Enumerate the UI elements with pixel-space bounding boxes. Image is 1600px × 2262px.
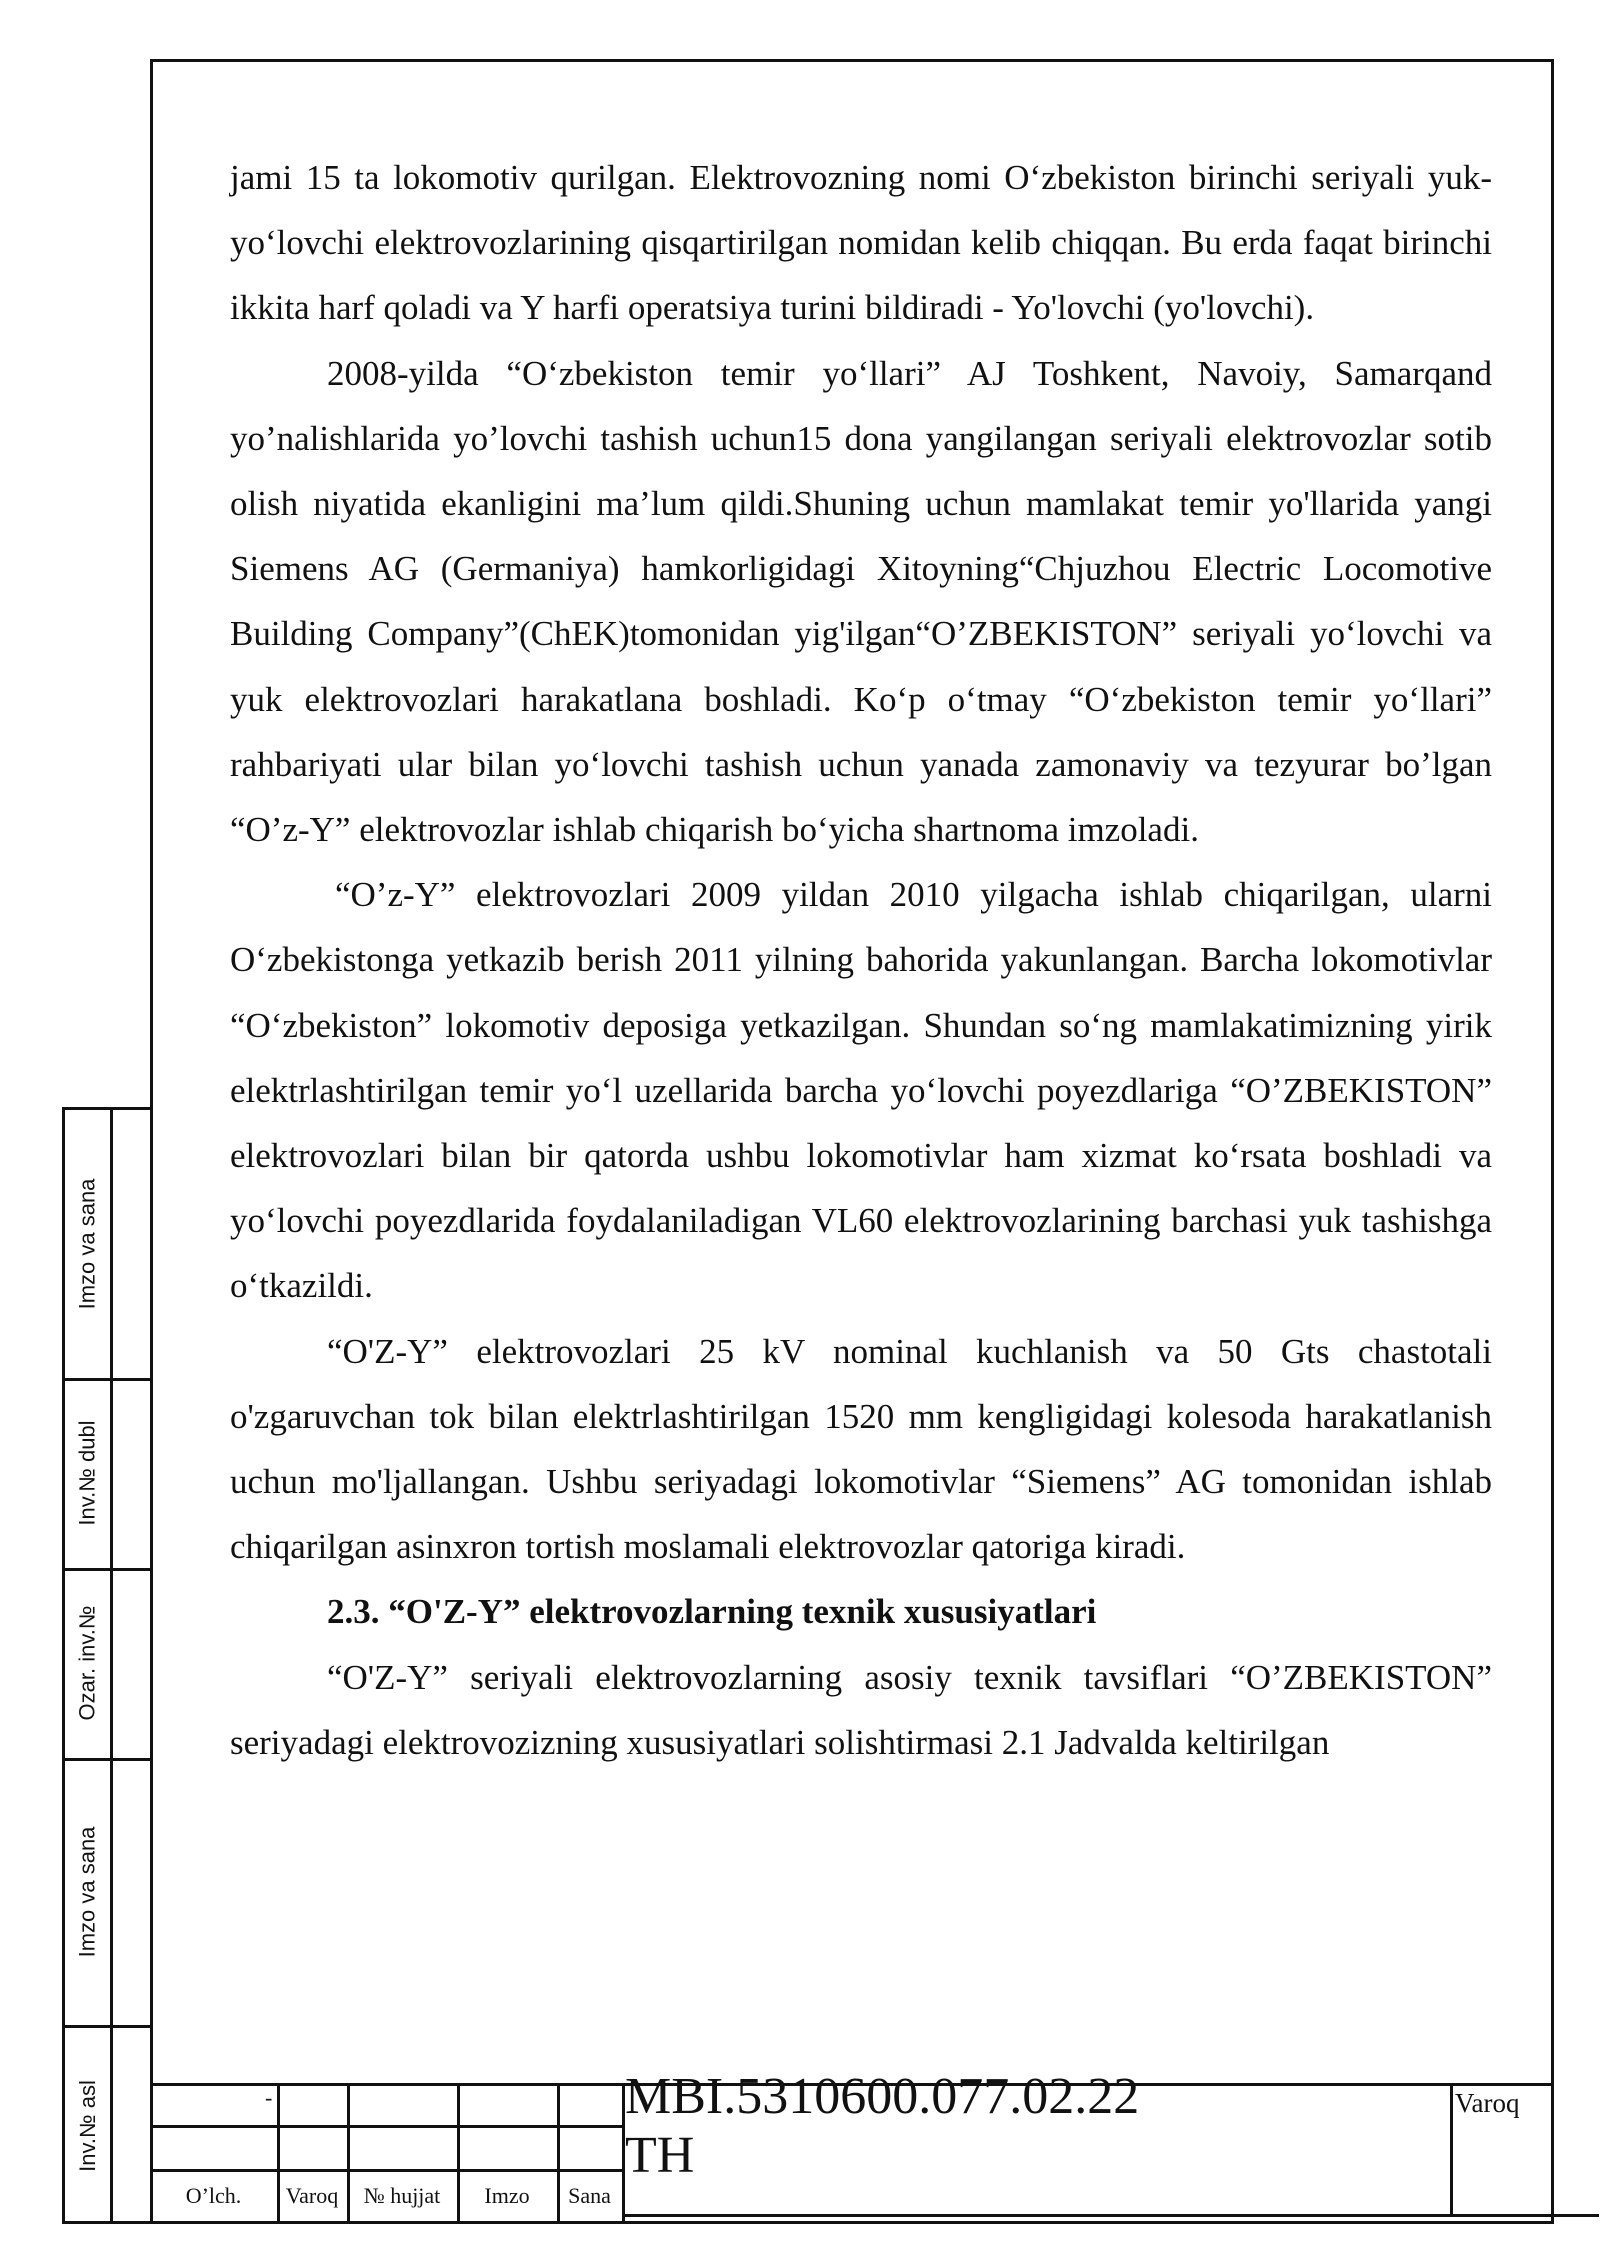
side-label-inv-dubl: Inv.№ dubl <box>74 1420 100 1526</box>
col-hujjat: № hujjat <box>363 2183 441 2208</box>
side-label-ozar-inv: Ozar. inv.№ <box>74 1605 100 1721</box>
col-varoq: Varoq <box>285 2183 339 2208</box>
title-block-line <box>1450 2083 1453 2214</box>
col-imzo: Imzo <box>484 2183 530 2208</box>
sheet-label: Varoq <box>1455 2088 1520 2118</box>
side-divider <box>110 1110 113 2221</box>
col-sana: Sana <box>568 2183 611 2208</box>
document-code: MBI.5310600.077.02.22 TH <box>625 2068 1140 2184</box>
paragraph-2: 2008-yilda “Oʻzbekiston temir yoʻllari” AJ Toshkent, Navoiy, Samarqand yo’nalishlarida yo’lovchi tashish uchun15 dona yangilangan seriyali elektrovozlar sotib olish niyatida ekanligini ma’lum qildi.Shuning uchun mamlakat temir yo'llarida yangi Siemens AG (Germaniya) hamkorligidagi Xitoyning“Chjuzhou Electric Locomotive Building Company”(ChEK)tomonidan yig'ilgan“O’ZBEKISTON” seriyali yoʻlovchi va yuk elektrovozlari harakatlana boshladi. Koʻp oʻtmay “Oʻzbekiston temir yoʻllari” rahbariyati ular bilan yoʻlovchi tashish uchun yanada zamonaviy va tezyurar bo’lgan “O’z-Y” elektrovozlar ishlab chiqarish boʻyicha shartnoma imzoladi. <box>230 353 1492 850</box>
body-text <box>230 145 1492 1775</box>
title-block-line <box>150 2125 625 2128</box>
section-heading: 2.3. “O'Z-Y” elektrovozlarning texnik xususiyatlari <box>327 1592 1097 1632</box>
side-label-signature-date-1: Imzo va sana <box>74 1178 100 1310</box>
side-label-signature-date-2: Imzo va sana <box>74 1826 100 1957</box>
col-olch: O’lch. <box>185 2183 242 2208</box>
title-block <box>150 2068 1554 2224</box>
side-stamp-strip <box>62 1107 152 2224</box>
title-block-dash: - <box>265 2085 273 2110</box>
side-label-inv-asl: Inv.№ asl <box>74 2080 100 2172</box>
paragraph-5: “O'Z-Y” seriyali elektrovozlarning asosiy texnik tavsiflari “O’ZBEKISTON” seriyadagi elektrovozizning xususiyatlari solishtirmasi 2.1 Jadvalda keltirilgan <box>230 1657 1492 1762</box>
paragraph-4: “O'Z-Y” elektrovozlari 25 kV nominal kuchlanish va 50 Gts chastotali o'zgaruvchan tok bilan elektrlashtirilgan 1520 mm kengligidagi kolesoda harakatlanish uchun mo'ljallangan. Ushbu seriyadagi lokomotivlar “Siemens” AG tomonidan ishlab chiqarilgan asinxron tortish moslamali elektrovozlar qatoriga kiradi. <box>230 1331 1492 1567</box>
title-block-line <box>150 2169 625 2172</box>
title-block-line <box>625 2214 1599 2217</box>
paragraph-3: “O’z-Y” elektrovozlari 2009 yildan 2010 yilgacha ishlab chiqarilgan, ularni Oʻzbekistonga yetkazib berish 2011 yilning bahorida yakunlangan. Barcha lokomotivlar “Oʻzbekiston” lokomotiv deposiga yetkazilgan. Shundan soʻng mamlakatimizning yirik elektrlashtirilgan temir yoʻl uzellarida barcha yoʻlovchi poyezdlariga “O’ZBEKISTON” elektrovozlari bilan bir qatorda ushbu lokomotivlar ham xizmat koʻrsata boshladi va yoʻlovchi poyezdlarida foydalaniladigan VL60 elektrovozlarining barchasi yuk tashishga oʻtkazildi. <box>230 875 1492 1306</box>
paragraph-1: jami 15 ta lokomotiv qurilgan. Elektrovozning nomi Oʻzbekiston birinchi seriyali yuk-yoʻlovchi elektrovozlarining qisqartirilgan nomidan kelib chiqqan. Bu erda faqat birinchi ikkita harf qoladi va Y harfi operatsiya turini bildiradi - Yo'lovchi (yo'lovchi). <box>230 158 1492 328</box>
